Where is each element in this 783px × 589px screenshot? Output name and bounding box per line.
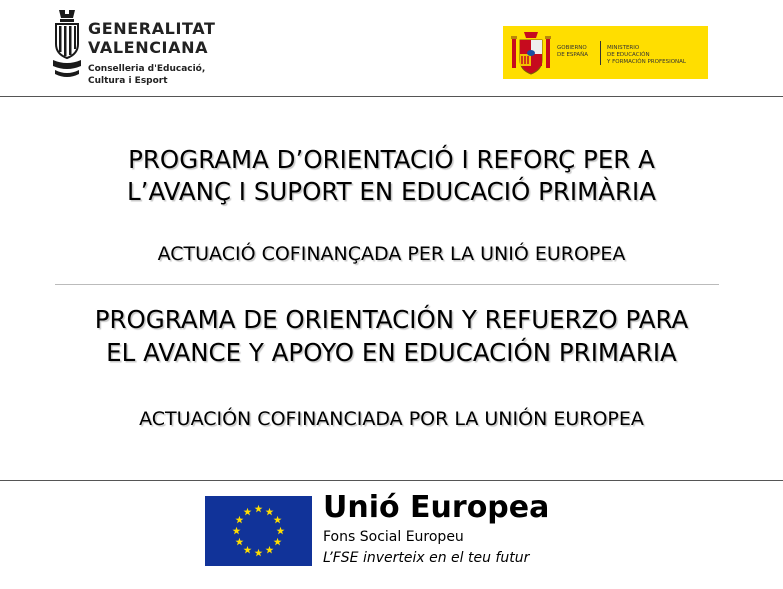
spain-coat-of-arms-icon xyxy=(511,30,551,76)
valencian-title-line1: PROGRAMA D’ORIENTACIÓ I REFORÇ PER A xyxy=(128,145,655,174)
conselleria-subtitle: Conselleria d'Educació, Cultura i Esport xyxy=(88,64,206,86)
eu-star-icon xyxy=(266,546,274,554)
generalitat-title: GENERALITAT VALENCIANA xyxy=(88,19,216,57)
gobierno-espana-logo xyxy=(503,26,708,79)
eu-star-icon xyxy=(277,527,285,535)
eu-star-icon xyxy=(235,516,243,524)
spanish-title-line1: PROGRAMA DE ORIENTACIÓN Y REFUERZO PARA xyxy=(94,305,689,334)
eu-star-icon xyxy=(235,538,243,546)
header-divider xyxy=(0,96,783,97)
header xyxy=(0,0,783,96)
eu-flag-icon xyxy=(205,496,312,566)
spanish-subtitle: ACTUACIÓN COFINANCIADA POR LA UNIÓN EUROPEA xyxy=(139,408,644,430)
spanish-title-line2: EL AVANCE Y APOYO EN EDUCACIÓN PRIMARIA xyxy=(106,338,677,367)
eu-star-icon xyxy=(274,516,282,524)
gobierno-label: GOBIERNO DE ESPAÑA xyxy=(557,45,589,58)
eu-title: Unió Europea xyxy=(323,490,550,525)
eu-star-icon xyxy=(274,538,282,546)
eu-star-icon xyxy=(255,549,263,557)
logo-divider xyxy=(600,41,601,65)
eu-star-icon xyxy=(244,546,252,554)
eu-star-icon xyxy=(255,505,263,513)
ministerio-label: MINISTERIO DE EDUCACIÓN Y FORMACIÓN PROFESIONAL xyxy=(607,45,686,65)
eu-star-icon xyxy=(244,508,252,516)
eu-stars xyxy=(205,496,312,566)
eu-star-icon xyxy=(233,527,241,535)
valencian-subtitle: ACTUACIÓ COFINANÇADA PER LA UNIÓ EUROPEA xyxy=(157,243,626,265)
fund-motto: L’FSE inverteix en el teu futur xyxy=(323,550,530,566)
generalitat-valenciana-logo xyxy=(52,8,216,88)
footer-divider xyxy=(0,480,783,481)
valencian-title-line2: L’AVANÇ I SUPORT EN EDUCACIÓ PRIMÀRIA xyxy=(127,177,656,206)
fund-label: Fons Social Europeu xyxy=(323,529,464,545)
eu-star-icon xyxy=(266,508,274,516)
section-divider xyxy=(55,284,719,285)
generalitat-emblem-icon xyxy=(52,8,82,78)
